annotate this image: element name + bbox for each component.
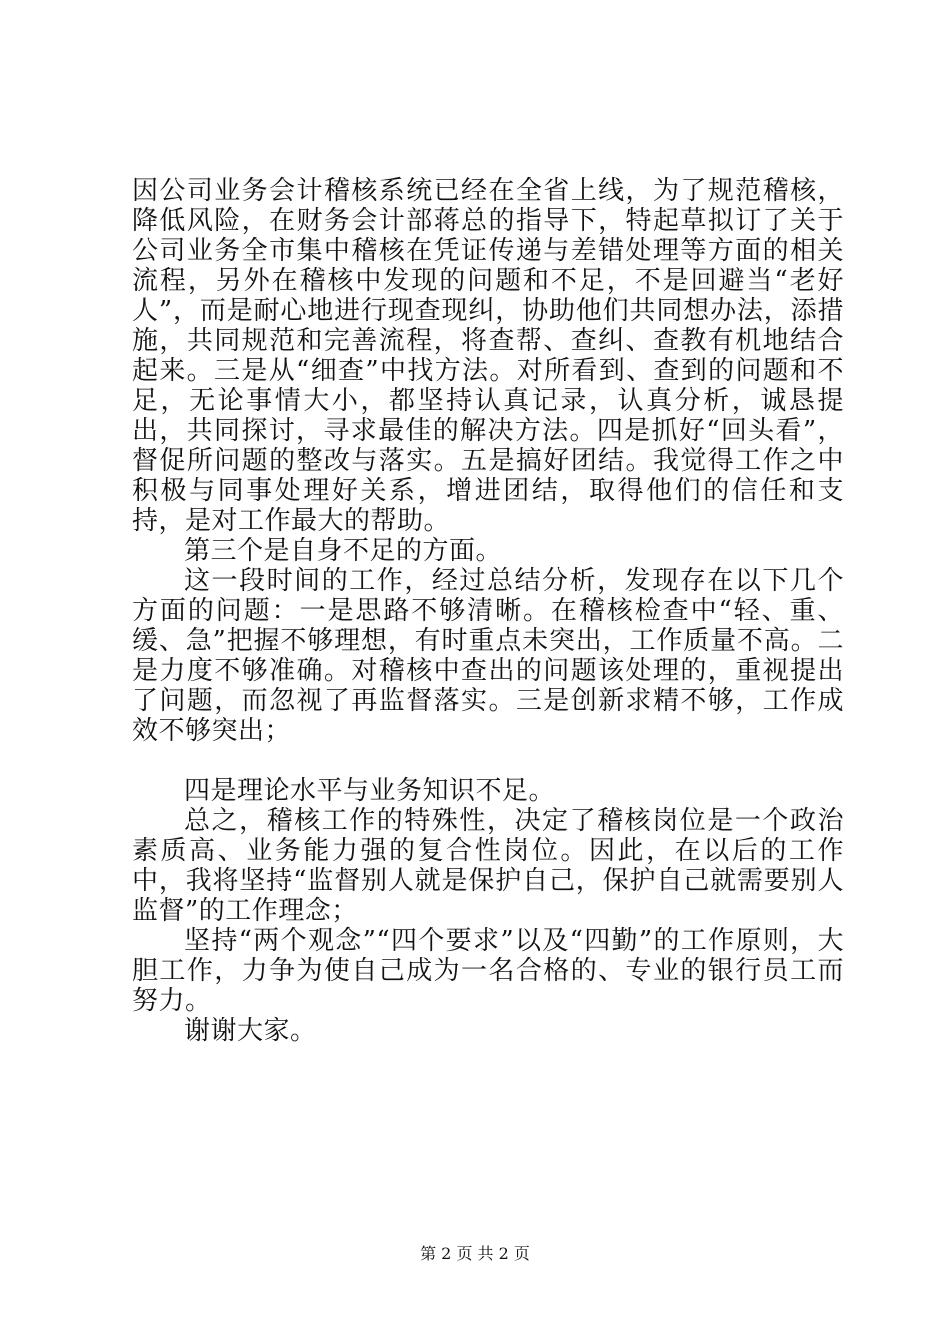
page-footer (0, 1244, 950, 1264)
document-body (132, 176, 844, 1046)
paragraph-summary: 总之，稽核工作的特殊性，决定了稽核岗位是一个政治素质高、业务能力强的复合性岗位。因此，在以后的工作中，我将坚持“监督别人就是保护自己，保护自己就需要别人监督”的工作理念； (132, 806, 844, 926)
paragraph-thanks: 谢谢大家。 (184, 1016, 317, 1046)
paragraph-audit-system: 因公司业务会计稽核系统已经在全省上线，为了规范稽核，降低风险，在财务会计部蒋总的指导下，特起草拟订了关于公司业务全市集中稽核在凭证传递与差错处理等方面的相关流程，另外在稽核中发现的问题和不足，不是回避当“老好人”，而是耐心地进行现查现纠，协助他们共同想办法，添措施，共同规范和完善流程，将查帮、查纠、查教有机地结合起来。三是从“细查”中找方法。对所看到、查到的问题和不足，无论事情大小，都坚持认真记录，认真分析，诚恳提出，共同探讨，寻求最佳的解决方法。四是抓好“回头看”，督促所问题的整改与落实。五是搞好团结。我觉得工作之中积极与同事处理好关系，增进团结，取得他们的信任和支持，是对工作最大的帮助。 (132, 176, 844, 536)
paragraph-shortcomings-heading: 第三个是自身不足的方面。 (184, 536, 503, 566)
paragraph-problems: 这一段时间的工作，经过总结分析，发现存在以下几个方面的问题：一是思路不够清晰。在稽核检查中“轻、重、缓、急”把握不够理想，有时重点未突出，工作质量不高。二是力度不够准确。对稽核中查出的问题该处理的，重视提出了问题，而忽视了再监督落实。三是创新求精不够，工作成效不够突出； (132, 566, 844, 746)
paragraph-theory-level: 四是理论水平与业务知识不足。 (184, 776, 556, 806)
paragraph-principles: 坚持“两个观念”“四个要求”以及“四勤”的工作原则，大胆工作，力争为使自己成为一名合格的、专业的银行员工而努力。 (132, 926, 844, 1016)
page-number-label: 第 2 页 共 2 页 (420, 1244, 530, 1263)
